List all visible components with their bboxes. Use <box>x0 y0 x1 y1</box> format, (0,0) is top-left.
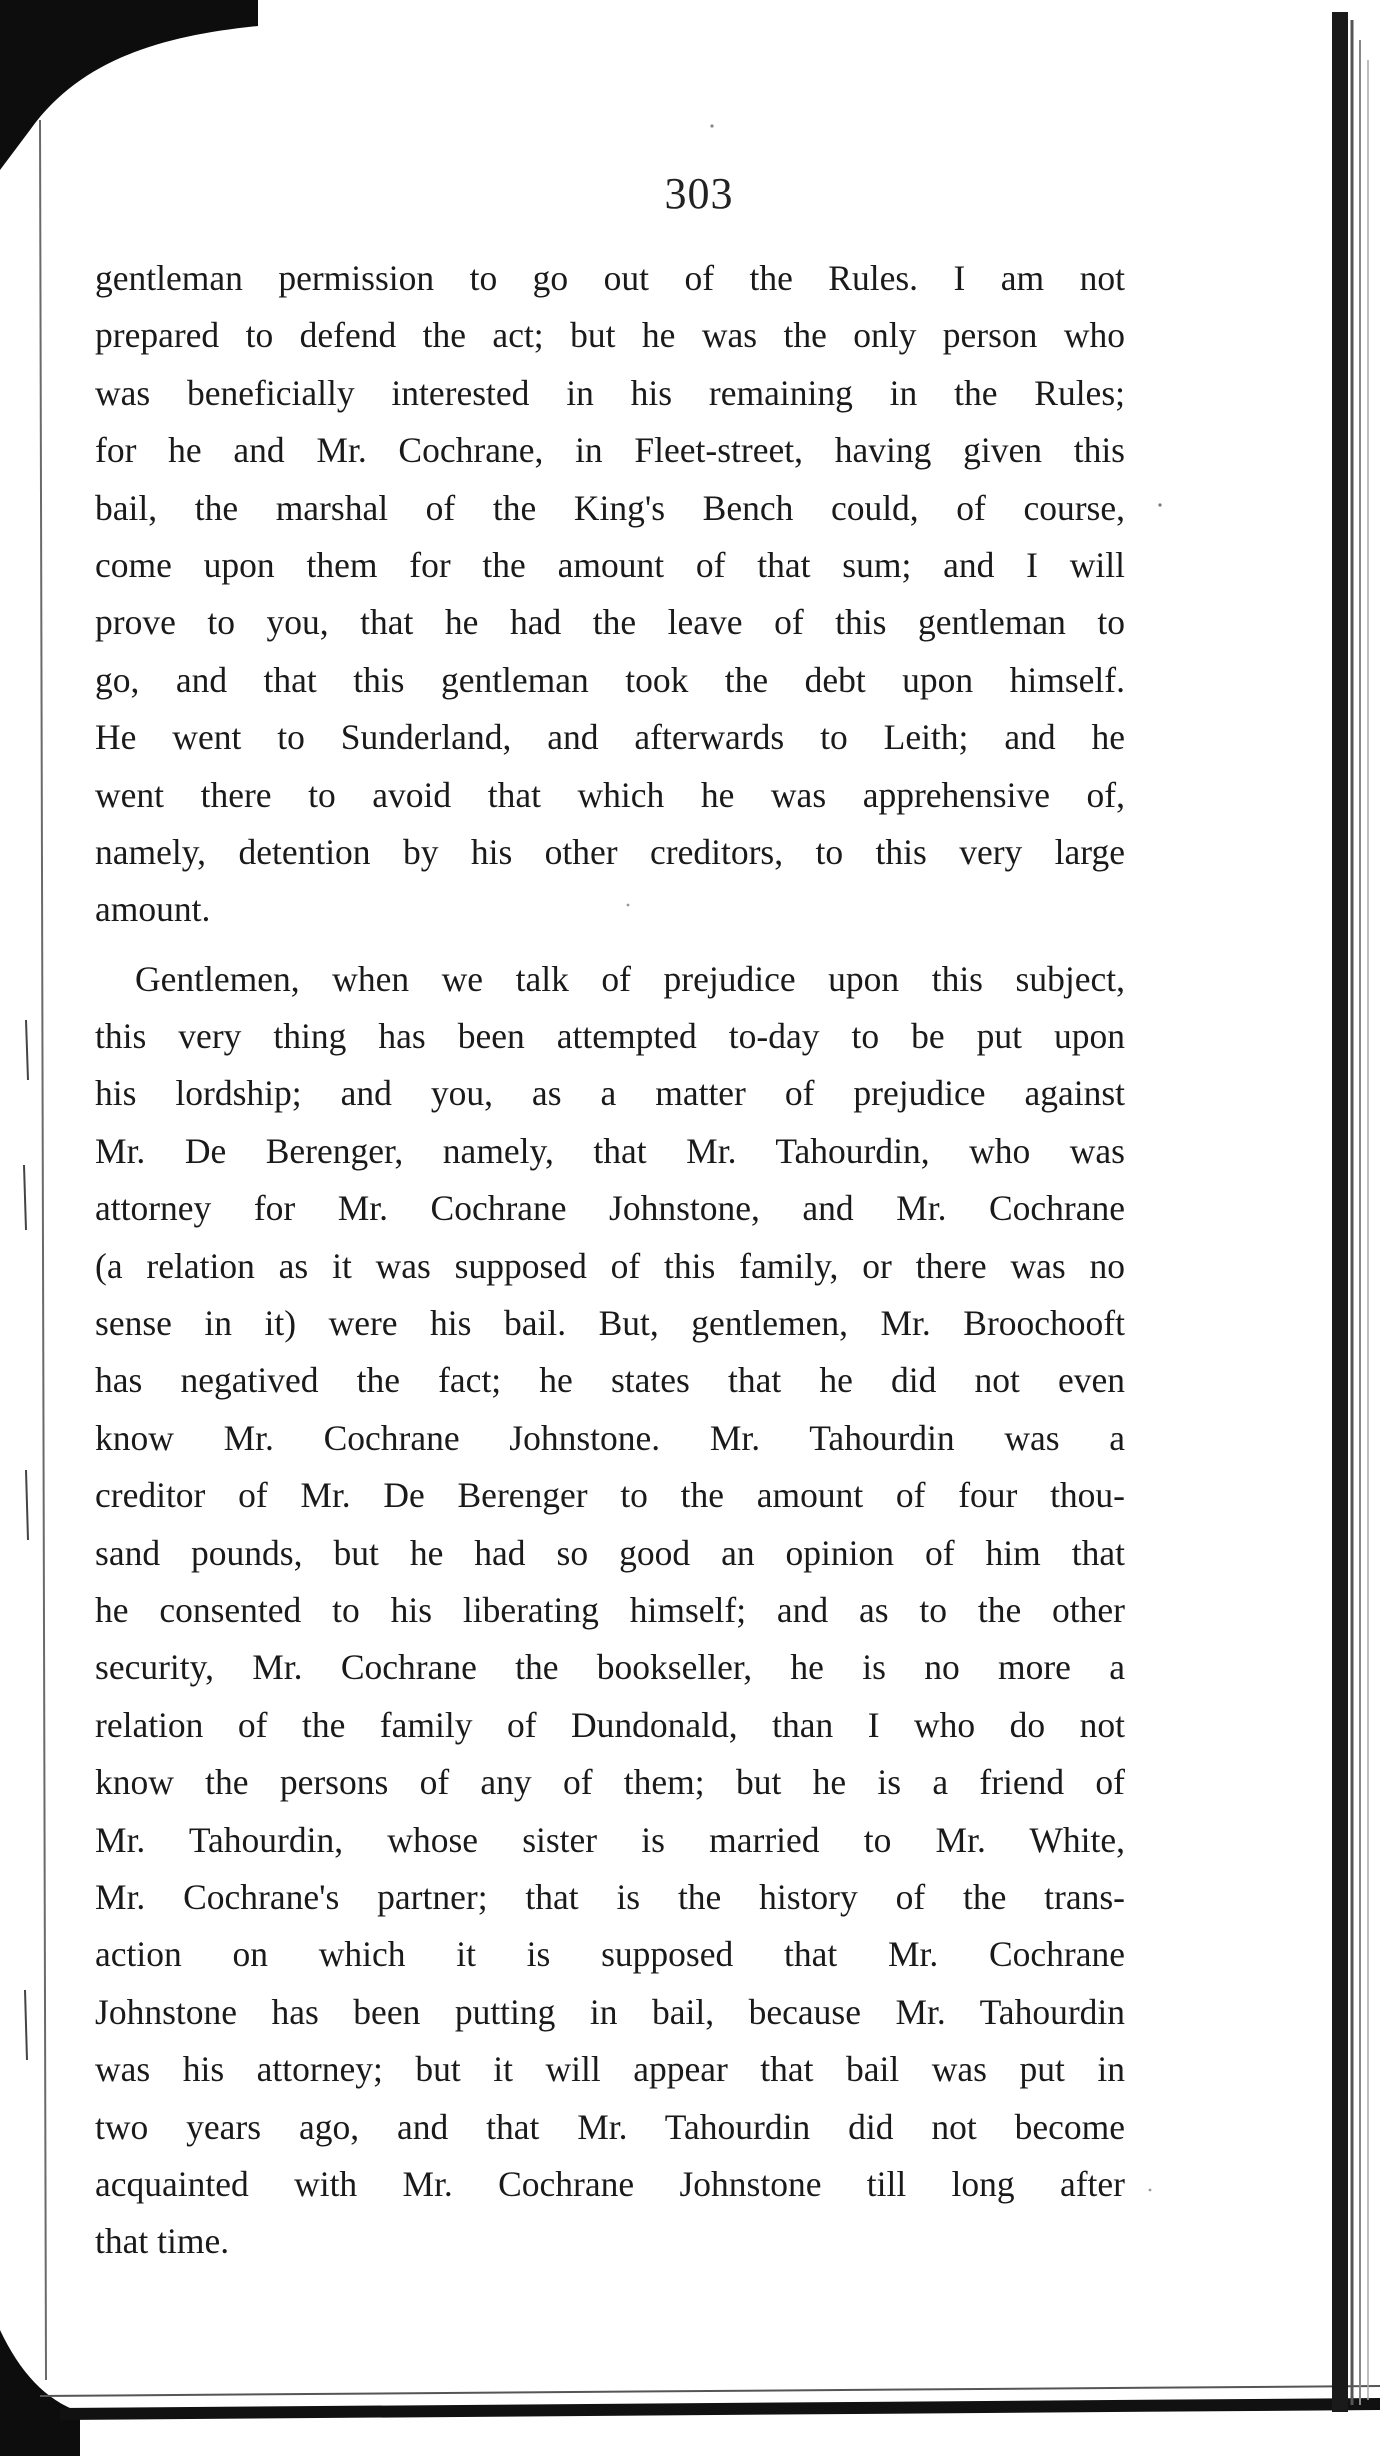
right-binding-edge <box>1332 12 1348 2412</box>
text-line: was his attorney; but it will appear that bail was put in <box>95 2049 1125 2090</box>
text-line: (a relation as it was supposed of this family, or there was no <box>95 1245 1125 1286</box>
text-line: Johnstone has been putting in bail, because Mr. Tahourdin <box>95 1991 1125 2032</box>
text-line: has negatived the fact; he states that he did not even <box>95 1360 1125 1401</box>
text-line: know the persons of any of them; but he is a friend of <box>95 1762 1125 1803</box>
bottom-edge-line <box>40 2386 1380 2396</box>
text-line: was beneficially interested in his remaining in the Rules; <box>95 372 1125 413</box>
text-line: bail, the marshal of the King's Bench could, of course, <box>95 487 1125 528</box>
paragraph <box>95 250 1125 939</box>
text-line: Gentlemen, when we talk of prejudice upon this subject, <box>135 958 1125 999</box>
margin-mark <box>26 1470 28 1540</box>
text-line: go, and that this gentleman took the debt upon himself. <box>95 659 1125 700</box>
margin-mark <box>26 1020 28 1080</box>
bottom-left-curl <box>0 2330 80 2456</box>
text-line: attorney for Mr. Cochrane Johnstone, and Mr. Cochrane <box>95 1188 1125 1229</box>
text-line: security, Mr. Cochrane the bookseller, he is no more a <box>95 1647 1125 1688</box>
text-line: know Mr. Cochrane Johnstone. Mr. Tahourdin was a <box>95 1417 1125 1458</box>
text-line: namely, detention by his other creditors, to this very large <box>95 831 1125 872</box>
text-line: Mr. De Berenger, namely, that Mr. Tahourdin, who was <box>95 1130 1125 1171</box>
text-line: come upon them for the amount of that sum; and I will <box>95 544 1125 585</box>
top-left-curl <box>0 0 258 170</box>
text-line: this very thing has been attempted to-day to be put upon <box>95 1016 1125 1057</box>
speck <box>1158 503 1161 506</box>
text-line: Mr. Cochrane's partner; that is the history of the trans- <box>95 1876 1125 1917</box>
text-line: creditor of Mr. De Berenger to the amount of four thou- <box>95 1475 1125 1516</box>
text-line: prove to you, that he had the leave of this gentleman to <box>95 602 1125 643</box>
paragraph-gap <box>95 939 1125 951</box>
text-line: his lordship; and you, as a matter of prejudice against <box>95 1073 1125 1114</box>
bottom-edge <box>60 2398 1380 2420</box>
text-line: He went to Sunderland, and afterwards to Leith; and he <box>95 717 1125 758</box>
body-text <box>95 250 1125 2271</box>
speck <box>1149 2189 1152 2192</box>
text-line: sand pounds, but he had so good an opinion of him that <box>95 1532 1125 1573</box>
text-line: acquainted with Mr. Cochrane Johnstone till long after <box>95 2163 1125 2204</box>
text-line: sense in it) were his bail. But, gentlemen, Mr. Broochooft <box>95 1303 1125 1344</box>
text-line: relation of the family of Dundonald, than I who do not <box>95 1704 1125 1745</box>
text-line: action on which it is supposed that Mr. Cochrane <box>95 1934 1125 1975</box>
speck <box>710 124 713 127</box>
paragraph <box>95 951 1125 2271</box>
text-line: for he and Mr. Cochrane, in Fleet-street, having given this <box>95 430 1125 471</box>
text-line: went there to avoid that which he was apprehensive of, <box>95 774 1125 815</box>
text-line: Mr. Tahourdin, whose sister is married to Mr. White, <box>95 1819 1125 1860</box>
text-line: amount. <box>95 889 211 930</box>
margin-mark <box>25 1990 27 2060</box>
text-line: gentleman permission to go out of the Rules. I am not <box>95 258 1125 298</box>
page-number: 303 <box>664 169 734 218</box>
margin-mark <box>24 1165 26 1230</box>
text-line: that time. <box>95 2221 230 2262</box>
text-line: prepared to defend the act; but he was the only person who <box>95 315 1125 356</box>
text-line: two years ago, and that Mr. Tahourdin did not become <box>95 2106 1125 2147</box>
text-line: he consented to his liberating himself; and as to the other <box>95 1589 1125 1630</box>
left-edge-line <box>40 120 46 2380</box>
